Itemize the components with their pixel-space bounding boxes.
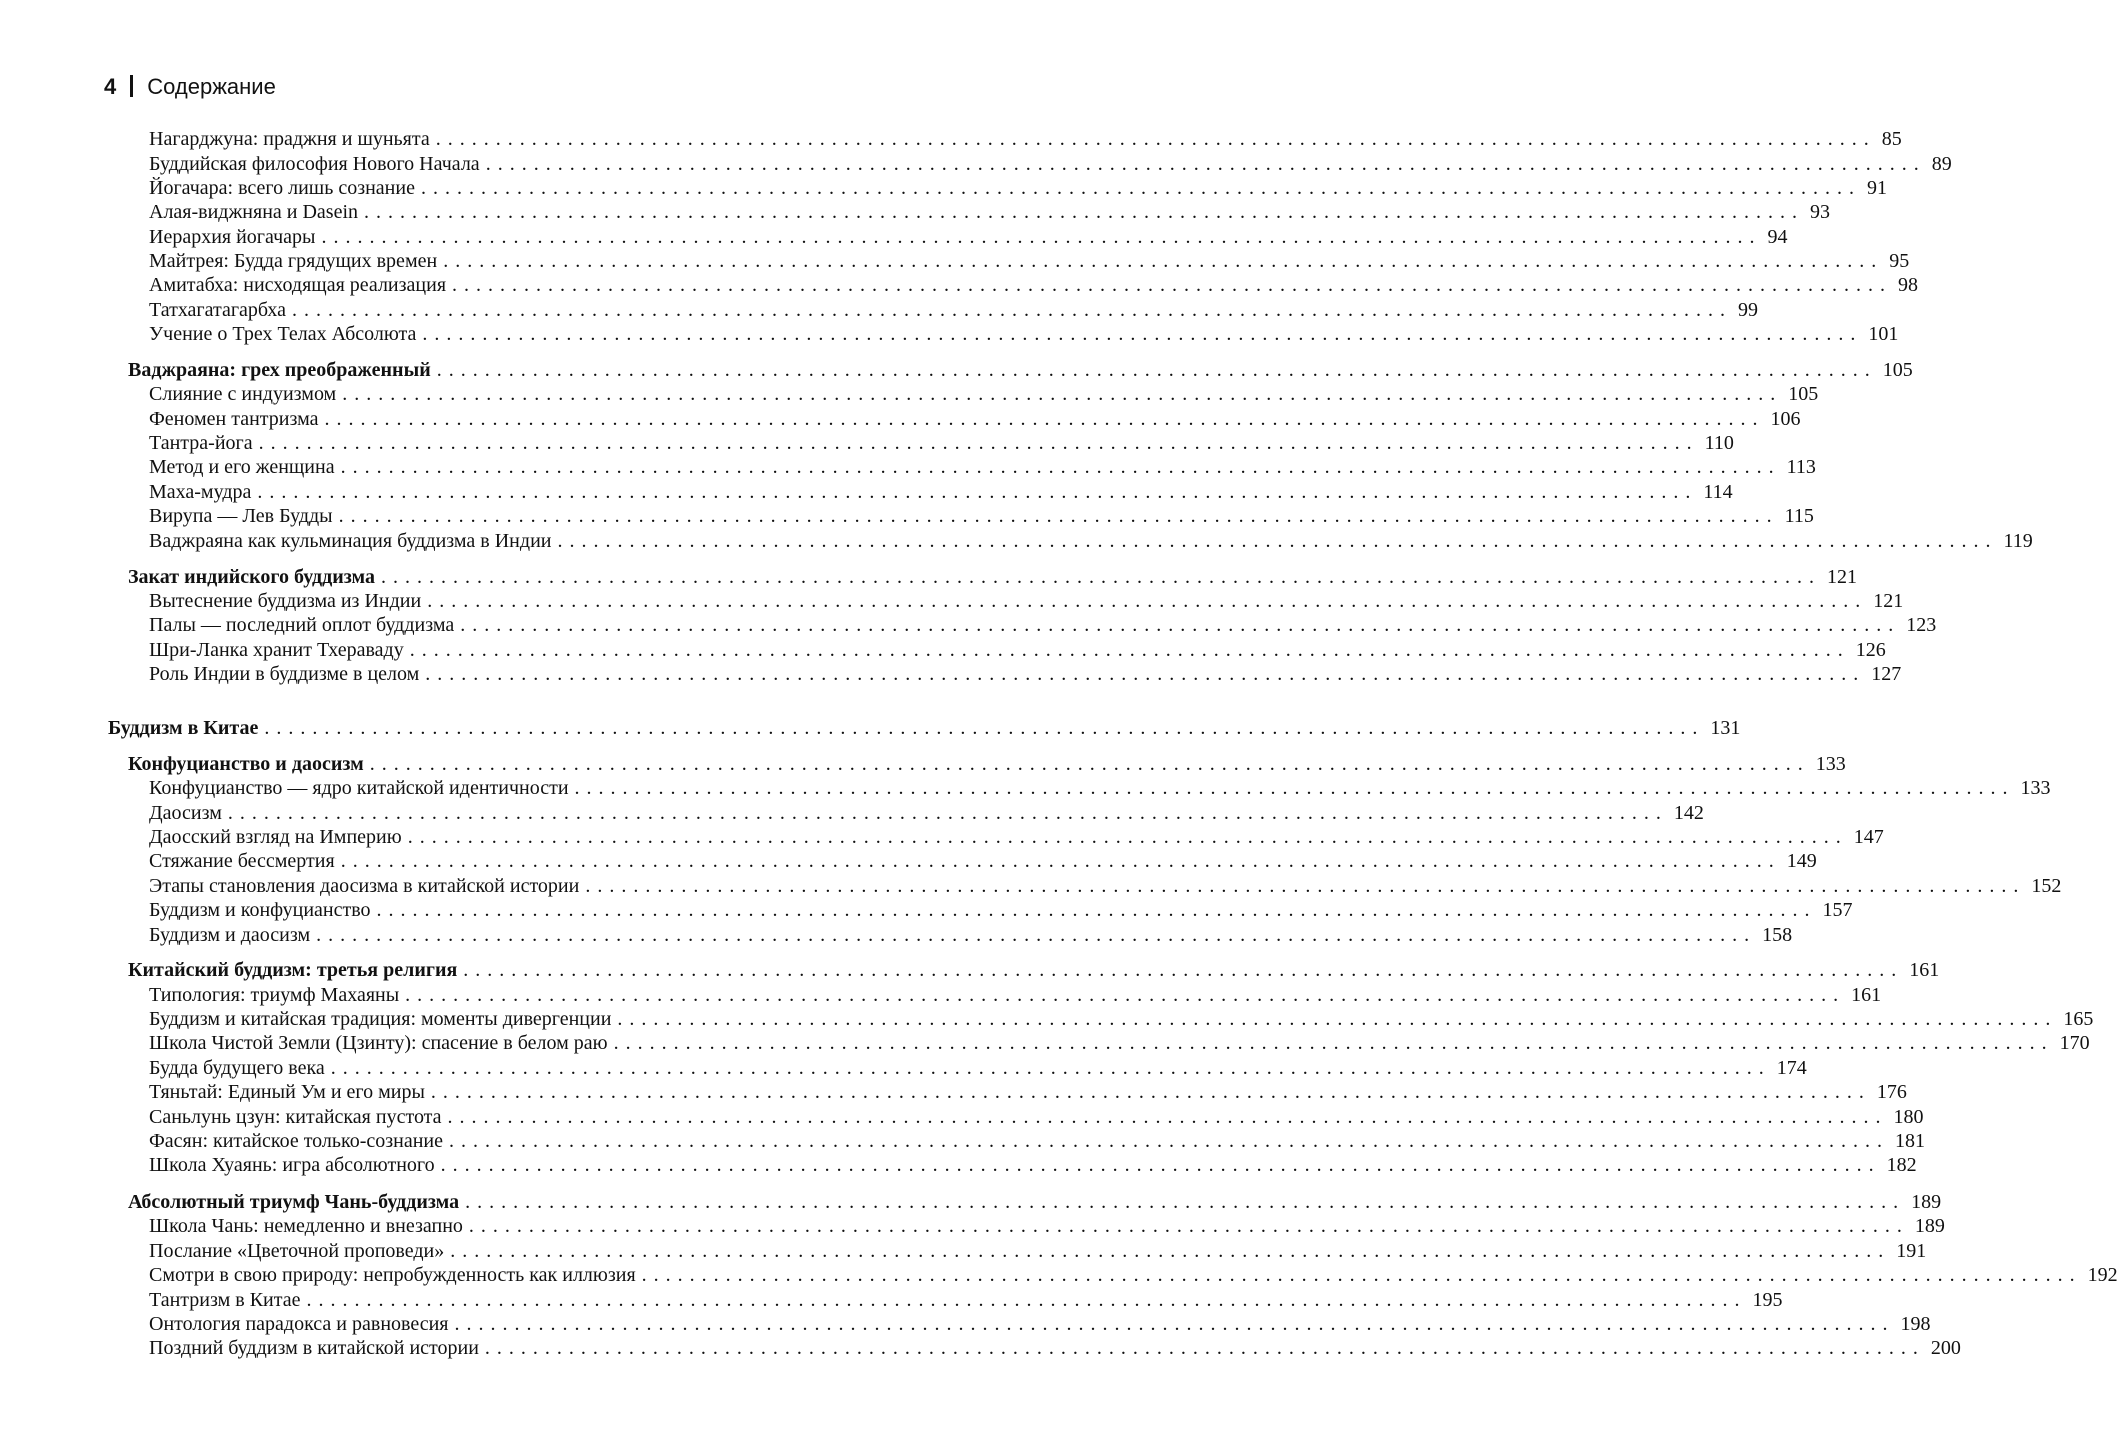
toc-entry-page: 161 — [1909, 959, 1940, 981]
toc-entry-page: 189 — [1911, 1191, 1942, 1213]
toc-entry-page: 149 — [1786, 850, 1817, 872]
toc-entry-page: 85 — [1881, 128, 1902, 150]
toc-section — [149, 1263, 2118, 1287]
dot-leader: ........................................................................................................................ — [449, 1130, 1890, 1152]
toc-section — [149, 1129, 1926, 1153]
toc-section — [149, 249, 1910, 273]
toc-entry-page: 119 — [2003, 530, 2033, 552]
toc-entry-title: Типология: триумф Махаяны — [149, 984, 400, 1006]
toc-section — [149, 298, 1758, 322]
dot-leader: ........................................................................................................................ — [450, 1240, 1891, 1262]
toc-entry-title: Стяжание бессмертия — [149, 850, 335, 872]
toc-section — [149, 662, 1902, 686]
toc-entry-title: Тяньтай: Единый Ум и его миры — [149, 1081, 425, 1103]
toc-entry-page: 180 — [1893, 1106, 1924, 1128]
toc-entry-page: 191 — [1896, 1240, 1927, 1262]
toc-entry-page: 101 — [1868, 323, 1899, 345]
toc-entry-page: 165 — [2063, 1008, 2094, 1030]
toc-section — [149, 127, 1902, 151]
toc-entry-page: 110 — [1704, 432, 1734, 454]
dot-leader: ........................................................................................................................ — [381, 566, 1821, 588]
toc-entry-title: Учение о Трех Телах Абсолюта — [149, 323, 417, 345]
dot-leader: ........................................................................................................................ — [427, 590, 1868, 612]
toc-section — [149, 898, 1853, 922]
dot-leader: ........................................................................................................................ — [316, 924, 1757, 946]
toc-entry-page: 189 — [1914, 1215, 1945, 1237]
toc-entry-page: 127 — [1871, 663, 1902, 685]
toc-entry-page: 105 — [1788, 383, 1819, 405]
toc-entry-title: Онтология парадокса и равновесия — [149, 1313, 449, 1335]
toc-entry-title: Конфуцианство и даосизм — [128, 753, 364, 775]
toc-chapter — [128, 1190, 1942, 1214]
toc-entry-title: Буддизм и даосизм — [149, 924, 311, 946]
dot-leader: ........................................................................................................................ — [454, 1313, 1895, 1335]
dot-leader: ........................................................................................................................ — [264, 717, 1705, 739]
dot-leader: ........................................................................................................................ — [452, 274, 1893, 296]
toc-entry-page: 133 — [2020, 777, 2051, 799]
toc-entry-page: 91 — [1866, 177, 1887, 199]
dot-leader: ........................................................................................................................ — [585, 875, 2026, 897]
toc-chapter — [128, 565, 1857, 589]
toc-entry-title: Послание «Цветочной проповеди» — [149, 1240, 445, 1262]
dot-leader: ........................................................................................................................ — [440, 1154, 1881, 1176]
toc-entry-page: 99 — [1737, 299, 1758, 321]
dot-leader: ........................................................................................................................ — [340, 456, 1781, 478]
dot-leader: ........................................................................................................................ — [342, 383, 1783, 405]
dot-leader: ........................................................................................................................ — [617, 1008, 2058, 1030]
toc-entry-title: Школа Хуаянь: игра абсолютного — [149, 1154, 435, 1176]
toc-entry-page: 182 — [1886, 1154, 1917, 1176]
toc-entry-page: 157 — [1822, 899, 1853, 921]
dot-leader: ........................................................................................................................ — [463, 959, 1904, 981]
toc-entry-page: 147 — [1853, 826, 1884, 848]
toc-entry-title: Китайский буддизм: третья религия — [128, 959, 458, 981]
toc-section — [149, 874, 2062, 898]
toc-section — [149, 407, 1801, 431]
toc-entry-title: Тантра-йога — [149, 432, 253, 454]
toc-entry-title: Иерархия йогачары — [149, 226, 316, 248]
toc-section — [149, 1336, 1961, 1360]
toc-section — [149, 613, 1937, 637]
dot-leader: ........................................................................................................................ — [425, 663, 1866, 685]
toc-section — [149, 480, 1733, 504]
toc-entry-title: Буддизм в Китае — [108, 717, 259, 739]
toc-entry-page: 94 — [1767, 226, 1788, 248]
dot-leader: ........................................................................................................................ — [485, 153, 1926, 175]
toc-section — [149, 176, 1887, 200]
dot-leader: ........................................................................................................................ — [641, 1264, 2082, 1286]
running-title: Содержание — [147, 74, 276, 99]
toc-chapter — [128, 958, 1940, 982]
toc-entry-page: 89 — [1931, 153, 1952, 175]
toc-entry-title: Йогачара: всего лишь сознание — [149, 177, 415, 199]
toc-section — [149, 1288, 1783, 1312]
toc-entry-title: Слияние с индуизмом — [149, 383, 337, 405]
toc-entry-page: 152 — [2031, 875, 2062, 897]
toc-section — [149, 529, 2033, 553]
toc-section — [149, 923, 1793, 947]
toc-entry-title: Метод и его женщина — [149, 456, 335, 478]
toc-section — [149, 1056, 1807, 1080]
toc-section — [149, 1312, 1931, 1336]
toc-section — [149, 225, 1788, 249]
toc-entry-title: Феномен тантризма — [149, 408, 319, 430]
dot-leader: ........................................................................................................................ — [330, 1057, 1771, 1079]
toc-entry-title: Вирупа — Лев Будды — [149, 505, 333, 527]
toc-section — [149, 983, 1882, 1007]
toc-chapter — [128, 358, 1913, 382]
toc-section — [149, 801, 1704, 825]
dot-leader: ........................................................................................................................ — [257, 481, 1698, 503]
toc-entry-title: Палы — последний оплот буддизма — [149, 614, 455, 636]
toc-entry-title: Буддийская философия Нового Начала — [149, 153, 480, 175]
toc-entry-page: 181 — [1895, 1130, 1926, 1152]
toc-entry-page: 161 — [1851, 984, 1882, 1006]
toc-entry-page: 95 — [1889, 250, 1910, 272]
toc-entry-title: Абсолютный триумф Чань-буддизма — [128, 1191, 460, 1213]
toc-entry-page: 192 — [2087, 1264, 2118, 1286]
dot-leader: ........................................................................................................................ — [436, 359, 1877, 381]
toc-entry-page: 174 — [1776, 1057, 1807, 1079]
toc-entry-page: 105 — [1882, 359, 1913, 381]
toc-section — [149, 322, 1899, 346]
toc-entry-page: 121 — [1873, 590, 1904, 612]
toc-entry-page: 198 — [1900, 1313, 1931, 1335]
toc-entry-title: Алая-виджняна и Dasein — [149, 201, 359, 223]
toc-entry-page: 98 — [1898, 274, 1919, 296]
toc-section — [149, 1239, 1927, 1263]
toc-entry-page: 131 — [1710, 717, 1741, 739]
toc-part — [108, 716, 1741, 740]
toc-entry-page: 114 — [1703, 481, 1733, 503]
toc-entry-page: 123 — [1906, 614, 1937, 636]
running-header — [104, 72, 276, 102]
dot-leader: ........................................................................................................................ — [435, 128, 1876, 150]
dot-leader: ........................................................................................................................ — [405, 984, 1846, 1006]
toc-entry-page: 195 — [1752, 1289, 1783, 1311]
dot-leader: ........................................................................................................................ — [291, 299, 1732, 321]
toc-entry-title: Буддизм и китайская традиция: моменты дивергенции — [149, 1008, 612, 1030]
dot-leader: ........................................................................................................................ — [443, 250, 1884, 272]
dot-leader: ........................................................................................................................ — [420, 177, 1861, 199]
toc-entry-page: 113 — [1786, 456, 1816, 478]
toc-section — [149, 1031, 2090, 1055]
toc-entry-title: Даосский взгляд на Империю — [149, 826, 402, 848]
toc-entry-page: 142 — [1673, 802, 1704, 824]
dot-leader: ........................................................................................................................ — [409, 639, 1850, 661]
toc-entry-title: Тантризм в Китае — [149, 1289, 301, 1311]
toc-entry-title: Вытеснение буддизма из Индии — [149, 590, 422, 612]
toc-entry-title: Нагарджуна: праджня и шуньята — [149, 128, 430, 150]
toc-entry-page: 106 — [1770, 408, 1801, 430]
dot-leader: ........................................................................................................................ — [574, 777, 2015, 799]
dot-leader: ........................................................................................................................ — [422, 323, 1863, 345]
toc-entry-title: Конфуцианство — ядро китайской идентичности — [149, 777, 569, 799]
toc-entry-title: Смотри в свою природу: непробужденность как иллюзия — [149, 1264, 636, 1286]
dot-leader: ........................................................................................................................ — [447, 1106, 1888, 1128]
toc-section — [149, 431, 1734, 455]
toc-section — [149, 200, 1831, 224]
toc-entry-title: Будда будущего века — [149, 1057, 325, 1079]
toc-section — [149, 504, 1814, 528]
toc-entry-title: Амитабха: нисходящая реализация — [149, 274, 447, 296]
toc-entry-title: Саньлунь цзун: китайская пустота — [149, 1106, 442, 1128]
toc-entry-title: Этапы становления даосизма в китайской истории — [149, 875, 580, 897]
toc-entry-title: Роль Индии в буддизме в целом — [149, 663, 420, 685]
toc-entry-page: 200 — [1930, 1337, 1961, 1359]
toc-entry-title: Ваджраяна: грех преображенный — [128, 359, 431, 381]
toc-entry-page: 176 — [1876, 1081, 1907, 1103]
dot-leader: ........................................................................................................................ — [306, 1289, 1747, 1311]
dot-leader: ........................................................................................................................ — [407, 826, 1848, 848]
dot-leader: ........................................................................................................................ — [465, 1191, 1906, 1213]
toc-section — [149, 849, 1817, 873]
dot-leader: ........................................................................................................................ — [227, 802, 1668, 824]
dot-leader: ........................................................................................................................ — [376, 899, 1817, 921]
toc-chapter — [128, 752, 1846, 776]
dot-leader: ........................................................................................................................ — [340, 850, 1781, 872]
toc-entry-page: 93 — [1810, 201, 1831, 223]
toc-section — [149, 776, 2051, 800]
toc-entry-title: Школа Чань: немедленно и внезапно — [149, 1215, 463, 1237]
toc-entry-title: Поздний буддизм в китайской истории — [149, 1337, 479, 1359]
dot-leader: ........................................................................................................................ — [430, 1081, 1871, 1103]
toc-entry-page: 115 — [1784, 505, 1814, 527]
dot-leader: ........................................................................................................................ — [369, 753, 1810, 775]
toc-entry-title: Татхагатагарбха — [149, 299, 286, 321]
toc-entry-title: Фасян: китайское только-сознание — [149, 1130, 444, 1152]
dot-leader: ........................................................................................................................ — [364, 201, 1805, 223]
toc-section — [149, 825, 1884, 849]
toc-entry-page: 170 — [2059, 1032, 2090, 1054]
toc-section — [149, 152, 1952, 176]
toc-entry-page: 121 — [1827, 566, 1857, 588]
toc-entry-page: 158 — [1762, 924, 1793, 946]
header-divider — [130, 75, 133, 97]
toc-section — [149, 589, 1904, 613]
dot-leader: ........................................................................................................................ — [460, 614, 1901, 636]
toc-entry-page: 133 — [1815, 753, 1846, 775]
toc-section — [149, 382, 1819, 406]
toc-entry-title: Майтрея: Будда грядущих времен — [149, 250, 438, 272]
page-number: 4 — [104, 74, 117, 99]
dot-leader: ........................................................................................................................ — [484, 1337, 1925, 1359]
dot-leader: ........................................................................................................................ — [324, 408, 1765, 430]
dot-leader: ........................................................................................................................ — [258, 432, 1699, 454]
toc-entry-title: Маха-мудра — [149, 481, 252, 503]
toc-section — [149, 638, 1886, 662]
dot-leader: ........................................................................................................................ — [613, 1032, 2054, 1054]
toc-section — [149, 1105, 1924, 1129]
toc-section — [149, 1007, 2094, 1031]
dot-leader: ........................................................................................................................ — [557, 530, 1998, 552]
dot-leader: ........................................................................................................................ — [321, 226, 1762, 248]
toc-entry-title: Буддизм и конфуцианство — [149, 899, 371, 921]
toc-entry-title: Шри-Ланка хранит Тхераваду — [149, 639, 404, 661]
dot-leader: ........................................................................................................................ — [338, 505, 1779, 527]
toc-section — [149, 273, 1919, 297]
toc-section — [149, 455, 1816, 479]
toc-section — [149, 1080, 1907, 1104]
toc-entry-title: Даосизм — [149, 802, 222, 824]
toc-entry-page: 126 — [1855, 639, 1886, 661]
toc-entry-title: Школа Чистой Земли (Цзинту): спасение в белом раю — [149, 1032, 608, 1054]
toc-entry-title: Закат индийского буддизма — [128, 566, 375, 588]
dot-leader: ........................................................................................................................ — [468, 1215, 1909, 1237]
toc-section — [149, 1214, 1945, 1238]
toc-entry-title: Ваджраяна как кульминация буддизма в Индии — [149, 530, 552, 552]
toc-section — [149, 1153, 1917, 1177]
